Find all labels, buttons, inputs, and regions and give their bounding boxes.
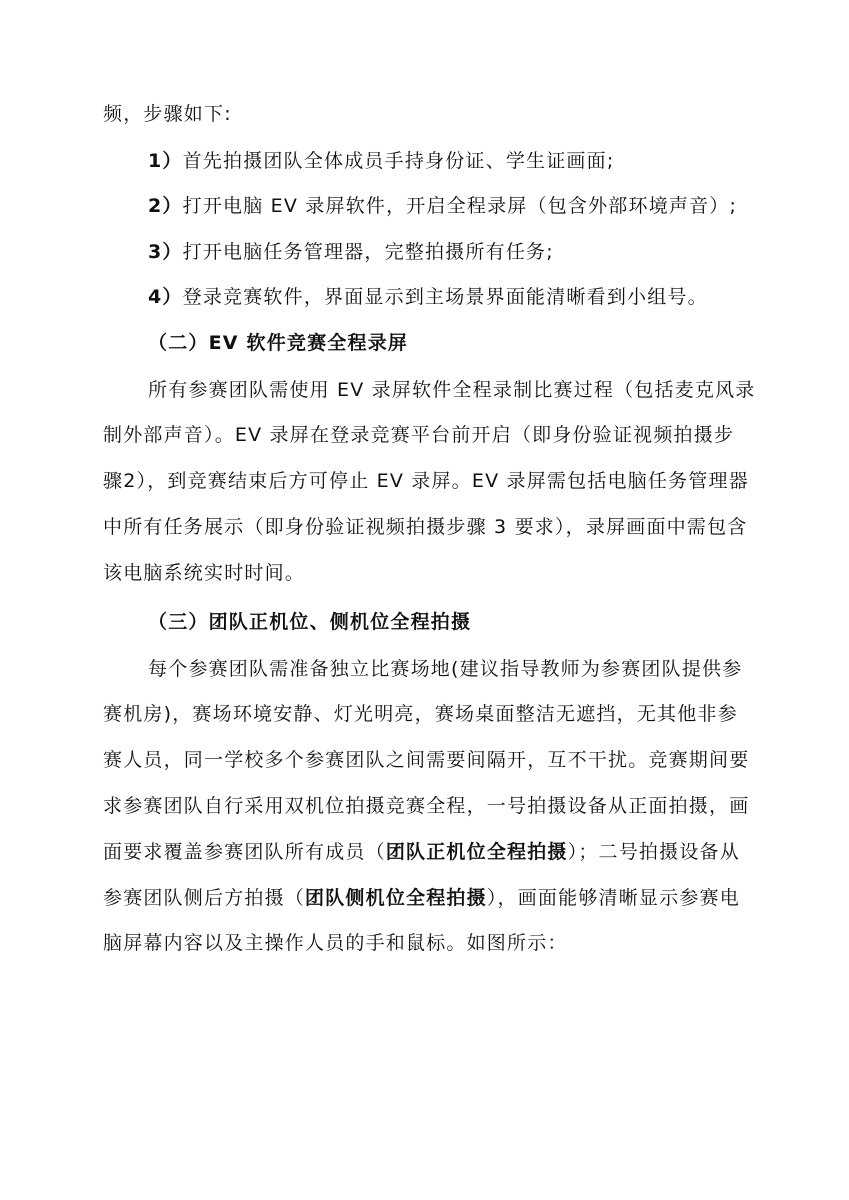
section-3-line-6-before: 参赛团队侧后方拍摄（ — [103, 887, 306, 909]
step-1-text: 首先拍摄团队全体成员手持身份证、学生证画面; — [182, 150, 615, 172]
section-2-heading: （二）EV 软件竞赛全程录屏 — [148, 332, 409, 354]
section-3-line-1: 每个参赛团队需准备独立比赛场地(建议指导教师为参赛团队提供参 — [148, 658, 743, 680]
section-3-line-5-before: 面要求覆盖参赛团队所有成员（ — [103, 841, 386, 863]
section-3-line-7: 脑屏幕内容以及主操作人员的手和鼠标。如图所示： — [103, 932, 568, 954]
intro-tail-line — [103, 101, 232, 127]
step-4-text: 登录竞赛软件，界面显示到主场景界面能清晰看到小组号。 — [182, 286, 708, 308]
front-camera-emphasis: 团队正机位全程拍摄 — [385, 841, 568, 863]
step-3 — [148, 239, 554, 265]
section-2-line-4: 中所有任务展示（即身份验证视频拍摄步骤 3 要求），录屏画面中需包含 — [103, 516, 748, 538]
step-3-number: 3） — [148, 241, 183, 263]
side-camera-emphasis: 团队侧机位全程拍摄 — [305, 887, 487, 909]
step-2 — [148, 193, 737, 219]
section-2-line-1: 所有参赛团队需使用 EV 录屏软件全程录制比赛过程（包括麦克风录 — [148, 379, 756, 401]
step-2-number: 2） — [148, 195, 183, 217]
section-3-line-6-after: ），画面能够清晰显示参赛电 — [486, 887, 740, 909]
step-2-text: 打开电脑 EV 录屏软件，开启全程录屏（包含外部环境声音）; — [182, 195, 738, 217]
section-2-line-3: 骤2），到竞赛结束后方可停止 EV 录屏。EV 录屏需包括电脑任务管理器 — [103, 470, 749, 492]
section-3-heading: （三）团队正机位、侧机位全程拍摄 — [148, 611, 472, 633]
section-3-line-6 — [103, 885, 740, 911]
step-4 — [148, 284, 708, 310]
section-2-line-5: 该电脑系统实时时间。 — [103, 562, 306, 584]
intro-tail-text: 频，步骤如下: — [103, 103, 232, 125]
step-4-number: 4） — [148, 286, 183, 308]
section-3-line-5-after: ）；二号拍摄设备从 — [567, 841, 740, 863]
section-3-line-4: 求参赛团队自行采用双机位拍摄竞赛全程，一号拍摄设备从正面拍摄，画 — [103, 795, 750, 817]
step-1 — [148, 148, 614, 174]
section-3-line-3: 赛人员，同一学校多个参赛团队之间需要间隔开，互不干扰。竞赛期间要 — [103, 749, 750, 771]
step-1-number: 1） — [148, 150, 183, 172]
section-2-line-2: 制外部声音）。EV 录屏在登录竞赛平台前开启（即身份验证视频拍摄步 — [103, 424, 735, 446]
section-3-line-5 — [103, 839, 740, 865]
step-3-text: 打开电脑任务管理器，完整拍摄所有任务; — [182, 241, 554, 263]
section-3-line-2: 赛机房)，赛场环境安静、灯光明亮，赛场桌面整洁无遮挡，无其他非参 — [103, 703, 738, 725]
